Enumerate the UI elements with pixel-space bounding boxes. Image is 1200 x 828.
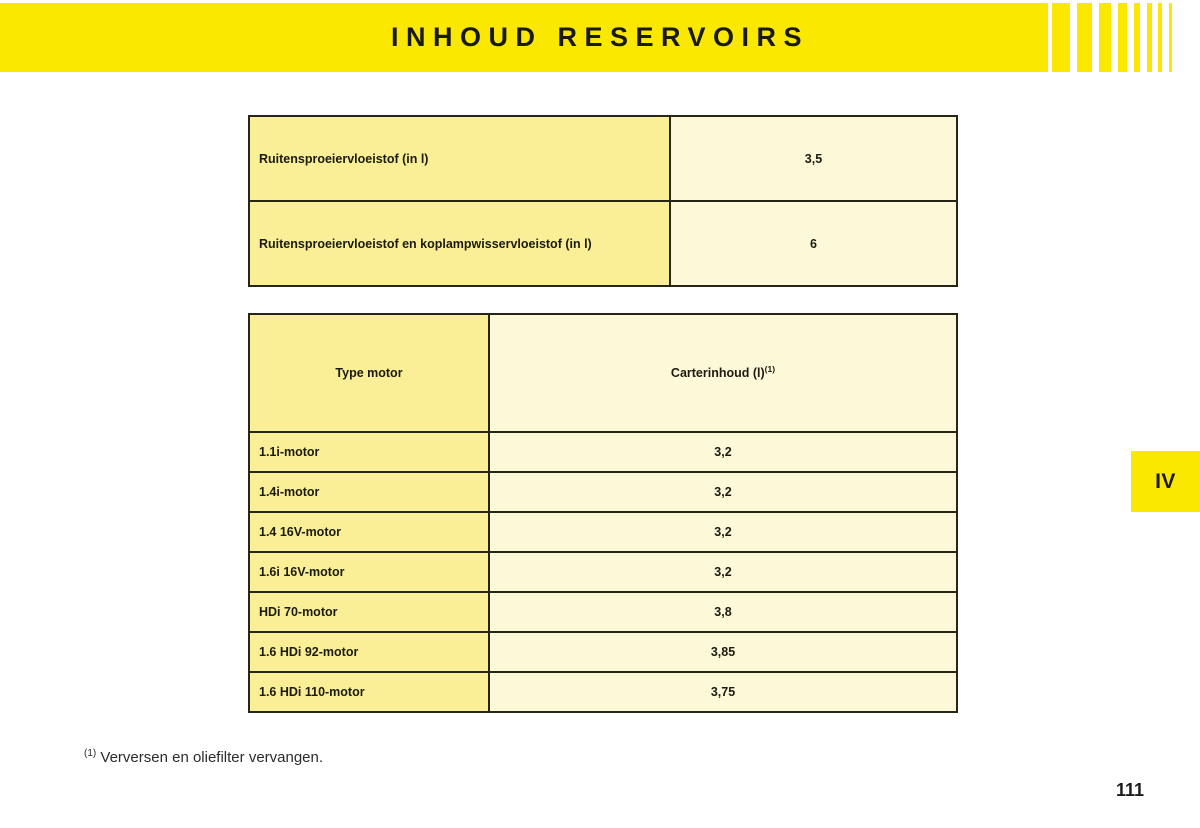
table-row	[249, 201, 957, 286]
fluid-label-cell: Ruitensproeiervloeistof (in l)	[249, 116, 670, 201]
table-row	[249, 632, 957, 672]
fluid-value-cell: 3,5	[670, 116, 957, 201]
engine-label-cell: 1.1i-motor	[249, 432, 489, 472]
table-row	[249, 432, 957, 472]
engine-value-cell: 3,2	[489, 512, 957, 552]
column-header-carterinhoud-text: Carterinhoud (l)	[670, 366, 765, 380]
engine-oil-capacity-table	[248, 313, 958, 713]
engine-value-cell: 3,85	[489, 632, 957, 672]
footnote-marker: (1)	[84, 748, 97, 759]
engine-label-cell: 1.6 HDi 110-motor	[249, 672, 489, 712]
engine-value-cell: 3,75	[489, 672, 957, 712]
engine-value-cell: 3,8	[489, 592, 957, 632]
table-row	[249, 592, 957, 632]
engine-label-cell: 1.4 16V-motor	[249, 512, 489, 552]
column-header-type-motor: Type motor	[249, 314, 489, 432]
table-row	[249, 552, 957, 592]
table-row	[249, 116, 957, 201]
page-number: 111	[1115, 780, 1145, 800]
footnote-text: Verversen en oliefilter vervangen.	[100, 749, 324, 766]
fluid-value-cell: 6	[670, 201, 957, 286]
footnote	[84, 749, 323, 766]
table-row	[249, 472, 957, 512]
table-row	[249, 512, 957, 552]
engine-label-cell: HDi 70-motor	[249, 592, 489, 632]
engine-label-cell: 1.6 HDi 92-motor	[249, 632, 489, 672]
fluids-capacity-table	[248, 115, 958, 287]
chapter-tab-iv	[1131, 451, 1200, 512]
engine-value-cell: 3,2	[489, 552, 957, 592]
table-row	[249, 672, 957, 712]
fluid-label-cell: Ruitensproeiervloeistof en koplampwisservloeistof (in l)	[249, 201, 670, 286]
footnote-marker-icon: (1)	[764, 363, 776, 374]
column-header-carterinhoud	[489, 314, 957, 432]
engine-value-cell: 3,2	[489, 472, 957, 512]
engine-label-cell: 1.6i 16V-motor	[249, 552, 489, 592]
chapter-tab-label: IV	[1155, 469, 1176, 493]
engine-value-cell: 3,2	[489, 432, 957, 472]
page-title: INHOUD RESERVOIRS	[390, 22, 810, 52]
table-header-row	[249, 314, 957, 432]
engine-label-cell: 1.4i-motor	[249, 472, 489, 512]
